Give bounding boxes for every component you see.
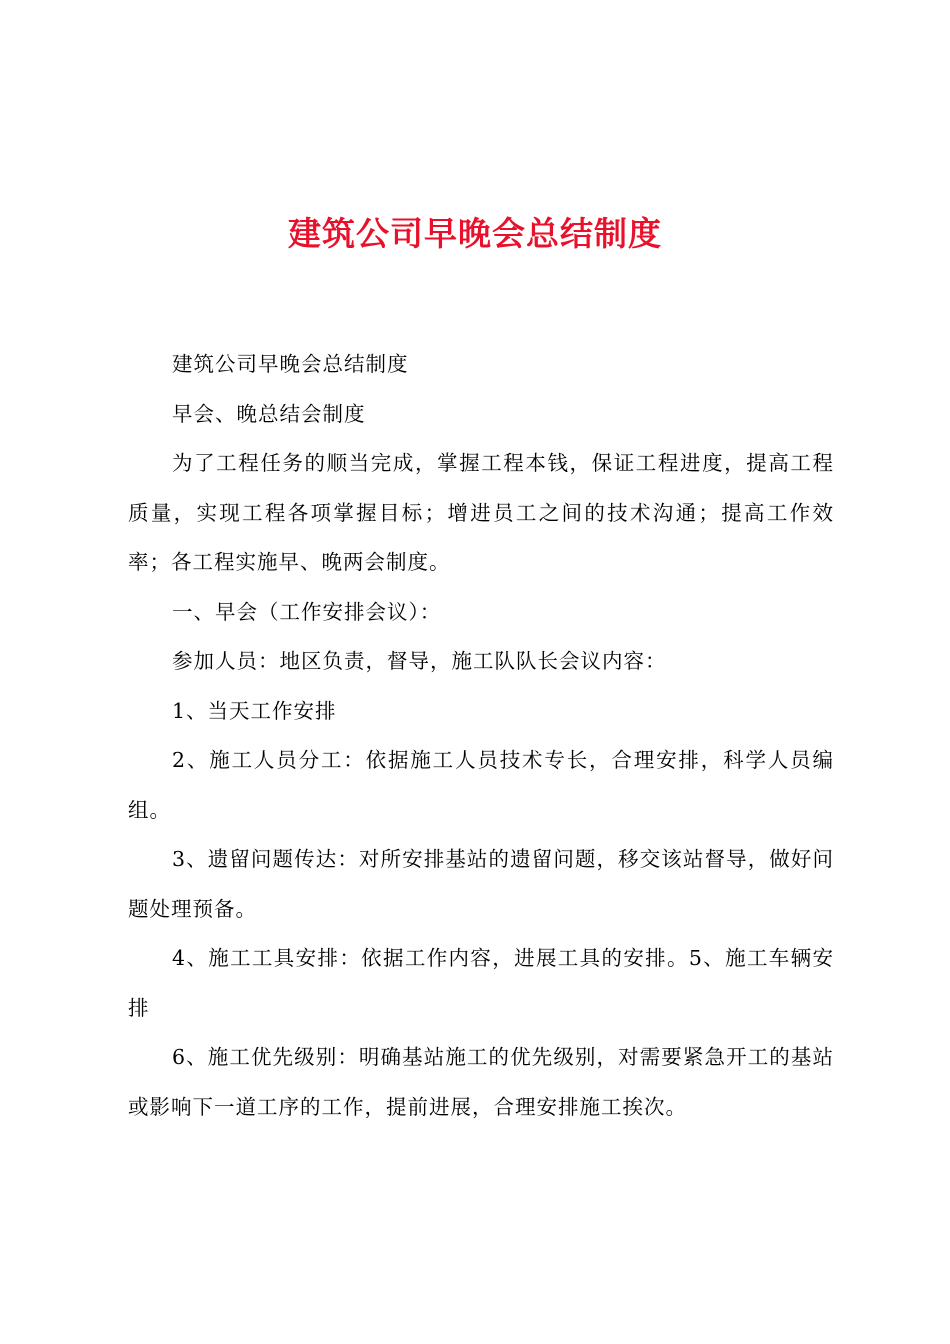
body-paragraph: 早会、晚总结会制度 xyxy=(172,401,366,426)
body-paragraph: 2、施工人员分工：依据施工人员技术专长，合理安排，科学人员编组。 xyxy=(128,748,834,822)
body-paragraph: 3、遗留问题传达：对所安排基站的遗留问题，移交该站督导，做好问题处理预备。 xyxy=(128,847,834,921)
body-paragraph: 一、早会（工作安排会议）： xyxy=(172,599,442,624)
body-paragraph: 4、施工工具安排：依据工作内容，进展工具的安排。5、施工车辆安排 xyxy=(128,946,834,1020)
body-paragraph: 参加人员：地区负责，督导，施工队队长会议内容： xyxy=(172,649,667,673)
body-paragraph: 6、施工优先级别：明确基站施工的优先级别，对需要紧急开工的基站或影响下一道工序的工作，提前进展，合理安排施工挨次。 xyxy=(128,1045,834,1119)
body-paragraph: 建筑公司早晚会总结制度 xyxy=(172,352,409,376)
body-paragraph: 为了工程任务的顺当完成，掌握工程本钱，保证工程进度，提高工程质量，实现工程各项掌握目标；增进员工之间的技术沟通；提高工作效率；各工程实施早、晚两会制度。 xyxy=(128,451,834,574)
document-title: 建筑公司早晚会总结制度 xyxy=(288,214,662,253)
document-body xyxy=(128,340,834,1132)
body-paragraph: 1、当天工作安排 xyxy=(172,698,337,723)
